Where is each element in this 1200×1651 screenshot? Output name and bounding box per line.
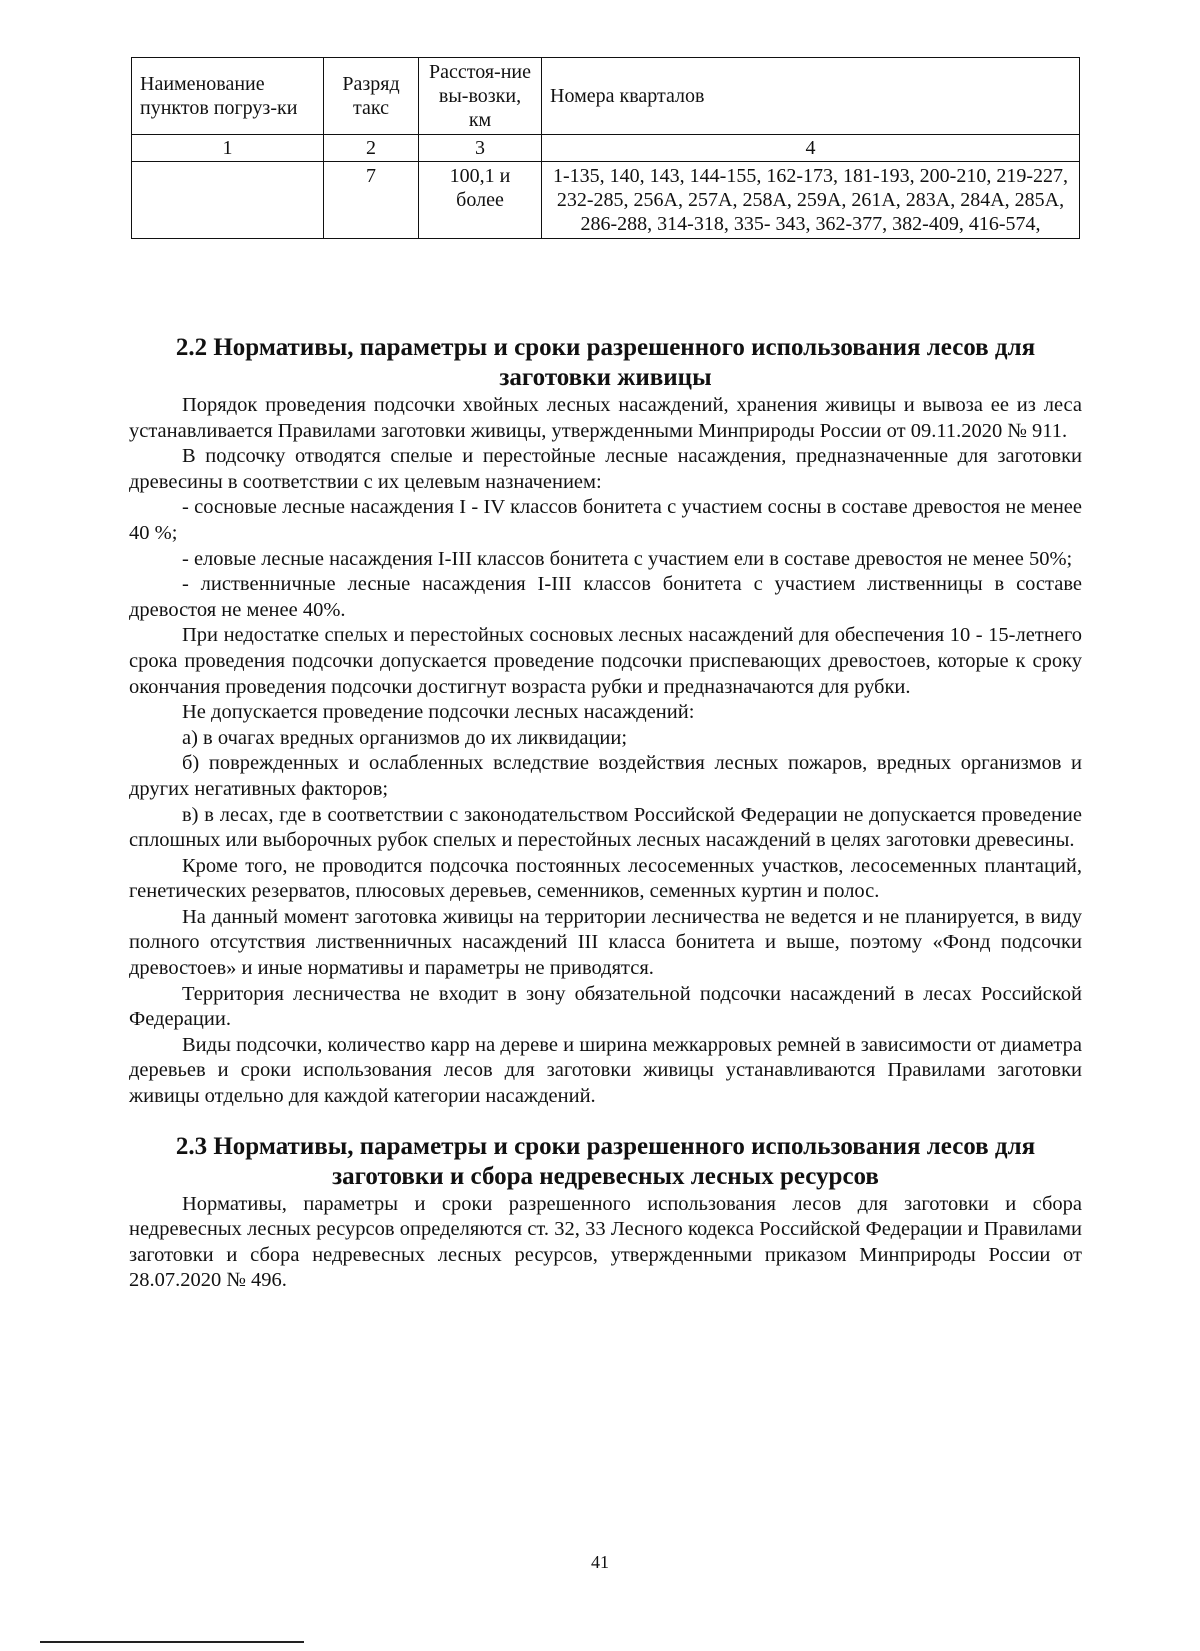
paragraph: Виды подсочки, количество карр на дереве и ширина межкарровых ремней в зависимости от диаметра деревьев и сроки использования лесов для заготовки живицы устанавливаются Правилами заготовки живицы отдельно для каждой категории насаждений. bbox=[129, 1033, 1082, 1108]
list-item: в) в лесах, где в соответствии с законодательством Российской Федерации не допускается проведение сплошных или выборочных рубок спелых и перестойных лесных насаждений в целях заготовки древесины. bbox=[129, 803, 1082, 852]
paragraph: Нормативы, параметры и сроки разрешенного использования лесов для заготовки и сбора недревесных лесных ресурсов определяются ст. 32, 33 Лесного кодекса Российской Федерации и Правилами заготовки и сбора недревесных лесных ресурсов, утвержденными приказом Минприроды России от 28.07.2020 № 496. bbox=[129, 1192, 1082, 1292]
column-number: 2 bbox=[324, 135, 419, 162]
table-row bbox=[132, 162, 1080, 239]
header-tax-grade: Разряд такс bbox=[324, 58, 419, 135]
section-2-3-title: 2.3 Нормативы, параметры и сроки разрешенного использования лесов для заготовки и сбора недревесных лесных ресурсов bbox=[175, 1132, 1036, 1190]
list-item: - сосновые лесные насаждения I - IV классов бонитета с участием сосны в составе древостоя не менее 40 %; bbox=[129, 496, 1082, 544]
header-distance: Расстоя-ние вы-возки, км bbox=[419, 58, 542, 135]
column-number: 4 bbox=[542, 135, 1080, 162]
quarters-table bbox=[131, 57, 1080, 239]
paragraph: На данный момент заготовка живицы на территории лесничества не ведется и не планируется, в виду полного отсутствия лиственничных насаждений III класса бонитета и выше, поэтому «Фонд подсочки древостоев» и иные нормативы и параметры не приводятся. bbox=[129, 905, 1082, 980]
list-item: б) поврежденных и ослабленных вследствие воздействия лесных пожаров, вредных организмов и других негативных факторов; bbox=[129, 752, 1082, 800]
list-item: - еловые лесные насаждения I-III классов бонитета с участием ели в составе древостоя не менее 50%; bbox=[182, 547, 1073, 570]
header-quarter-numbers: Номера кварталов bbox=[542, 58, 1080, 135]
list-item: - лиственничные лесные насаждения I-III классов бонитета с участием лиственницы в составе древостоя не менее 40%. bbox=[129, 573, 1082, 621]
section-2-2-title: 2.2 Нормативы, параметры и сроки разрешенного использования лесов для заготовки живицы bbox=[175, 334, 1036, 391]
page-number: 41 bbox=[591, 1552, 609, 1572]
column-number: 1 bbox=[132, 135, 324, 162]
paragraph: Кроме того, не проводится подсочка постоянных лесосеменных участков, лесосеменных плантаций, генетических резерватов, плюсовых деревьев, семенников, семенных куртин и полос. bbox=[129, 854, 1082, 903]
document-body bbox=[129, 333, 1082, 1294]
paragraph: Не допускается проведение подсочки лесных насаждений: bbox=[182, 701, 695, 724]
header-loading-point: Наименование пунктов погруз-ки bbox=[132, 58, 324, 135]
paragraph: Территория лесничества не входит в зону обязательной подсочки насаждений в лесах Российской Федерации. bbox=[129, 982, 1082, 1031]
column-number-row bbox=[132, 135, 1080, 162]
cell-quarter-numbers: 1-135, 140, 143, 144-155, 162-173, 181-193, 200-210, 219-227, 232-285, 256А, 257А, 258А, 259А, 261А, 283А, 284А, 285А, 286-288, 314-318, 335- 343, 362-377, 382-409, 416-574, bbox=[542, 162, 1080, 239]
paragraph: В подсочку отводятся спелые и перестойные лесные насаждения, предназначенные для заготовки древесины в соответствии с их целевым назначением: bbox=[129, 445, 1082, 493]
section-spacer bbox=[129, 1110, 1082, 1132]
cell-loading-point bbox=[132, 162, 324, 239]
paragraph: Порядок проведения подсочки хвойных лесных насаждений, хранения живицы и вывоза ее из леса устанавливается Правилами заготовки живицы, утвержденными Минприроды России от 09.11.2020 № 911. bbox=[129, 394, 1082, 442]
list-item: а) в очагах вредных организмов до их ликвидации; bbox=[182, 726, 628, 749]
paragraph: При недостатке спелых и перестойных сосновых лесных насаждений для обеспечения 10 - 15-летнего срока проведения подсочки допускается проведение подсочки приспевающих древостоев, которые к сроку окончания проведения подсочки достигнут возраста рубки и предназначаются для рубки. bbox=[129, 624, 1082, 698]
footnote-rule bbox=[40, 1641, 304, 1643]
cell-distance: 100,1 и более bbox=[419, 162, 542, 239]
table-header-row bbox=[132, 58, 1080, 135]
cell-tax-grade: 7 bbox=[324, 162, 419, 239]
column-number: 3 bbox=[419, 135, 542, 162]
